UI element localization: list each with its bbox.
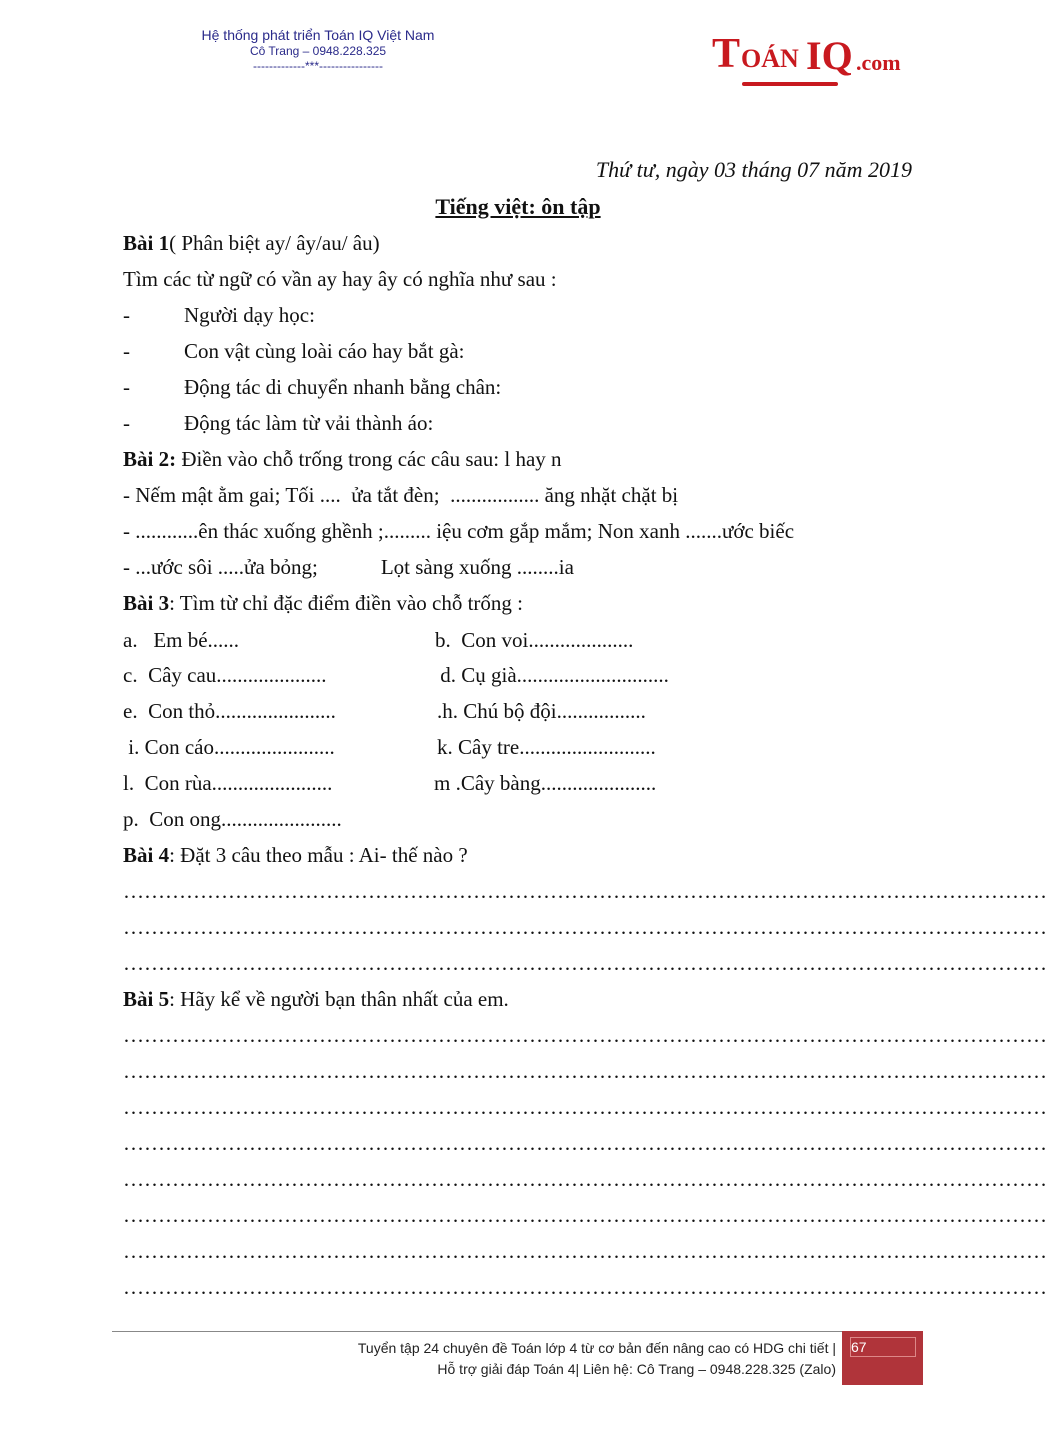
page-number: 67 [851,1339,867,1355]
header-divider: -------------***---------------- [253,59,383,73]
bai3-left-item: e. Con thỏ....................... [123,699,336,723]
bai3-left-item: a. Em bé...... [123,628,240,652]
bai2-line: - Nếm mật ằm gai; Tối .... ửa tắt đèn; ................. ăng nhặt chặt bị [123,483,679,507]
bai1-topic: ( Phân biệt ay/ ây/au/ âu) [169,231,380,255]
logo-part-iq: IQ [806,33,853,78]
bai4-instruction: : Đặt 3 câu theo mẫu : Ai- thế nào ? [169,843,468,867]
bai4-heading [123,842,468,868]
bai3-right-item: d. Cụ già............................. [435,663,669,687]
bai1-instruction: Tìm các từ ngữ có vần ay hay ây có nghĩa như sau : [123,267,557,291]
bai3-label: Bài 3 [123,591,170,615]
answer-dotted-line: …………………………………………………………………………………………………………………… [123,951,1047,975]
bai5-instruction: : Hãy kể về người bạn thân nhất của em. [169,987,509,1011]
answer-dotted-line: …………………………………………………………………………………………………………………… [123,1167,1047,1191]
bai2-line: - ............ên thác xuống ghềnh ;......... iệu cơm gắp mắm; Non xanh .......ước biếc [123,519,795,543]
bai3-left-item: p. Con ong....................... [123,807,342,831]
answer-dotted-line: …………………………………………………………………………………………………………………… [123,1239,1047,1263]
bai3-right-item: .h. Chú bộ đội................. [437,699,646,723]
footer-divider [112,1331,842,1332]
logo-part-com: .com [856,50,901,75]
logo-part-oan: OÁN [741,44,799,73]
lesson-date: Thứ tư, ngày 03 tháng 07 năm 2019 [595,157,912,182]
bai3-right-item: k. Cây tre.......................... [437,735,656,759]
bai3-left-item: c. Cây cau..................... [123,663,327,687]
bai1-heading [123,230,380,256]
answer-dotted-line: …………………………………………………………………………………………………………………… [123,1095,1047,1119]
answer-dotted-line: …………………………………………………………………………………………………………………… [123,915,1047,939]
logo-part-t: T [712,31,741,77]
bai2-line: - ...ước sôi .....ửa bỏng; Lọt sàng xuống ........ia [123,555,574,579]
answer-dotted-line: …………………………………………………………………………………………………………………… [123,1059,1047,1083]
toaniq-logo [712,26,912,90]
answer-dotted-line: …………………………………………………………………………………………………………………… [123,879,1047,903]
footer-support-contact: Hỗ trợ giải đáp Toán 4| Liên hệ: Cô Trang – 0948.228.325 (Zalo) [437,1361,836,1377]
header-contact: Cô Trang – 0948.228.325 [249,44,387,58]
bai3-left-item: i. Con cáo....................... [123,735,335,759]
page-header [168,26,468,73]
lesson-title: Tiếng việt: ôn tập [435,194,601,219]
bai3-right-item: b. Con voi.................... [435,628,634,652]
bai4-label: Bài 4 [123,843,170,867]
bai5-heading [123,986,509,1012]
logo-underline [742,82,838,86]
answer-dotted-line: …………………………………………………………………………………………………………………… [123,1203,1047,1227]
answer-dotted-line: …………………………………………………………………………………………………………………… [123,1023,1047,1047]
bai2-label: Bài 2: [123,447,177,471]
page-footer [358,1338,836,1380]
bai3-heading [123,590,523,616]
bai3-instruction: : Tìm từ chỉ đặc điểm điền vào chỗ trống : [169,591,524,615]
bai3-right-item: m .Cây bàng...................... [434,771,657,795]
footer-book-title: Tuyển tập 24 chuyên đề Toán lớp 4 từ cơ bản đến nâng cao có HDG chi tiết | [357,1340,836,1356]
page-number-box [842,1331,923,1385]
bai5-label: Bài 5 [123,987,170,1011]
answer-dotted-line: …………………………………………………………………………………………………………………… [123,1131,1047,1155]
answer-dotted-line: …………………………………………………………………………………………………………………… [123,1275,1047,1299]
bai1-label: Bài 1 [123,231,170,255]
bai2-heading [123,446,562,472]
header-system-name: Hệ thống phát triển Toán IQ Việt Nam [201,27,435,43]
bai3-left-item: l. Con rùa....................... [123,771,333,795]
bai2-instruction: Điền vào chỗ trống trong các câu sau: l hay n [176,447,562,471]
